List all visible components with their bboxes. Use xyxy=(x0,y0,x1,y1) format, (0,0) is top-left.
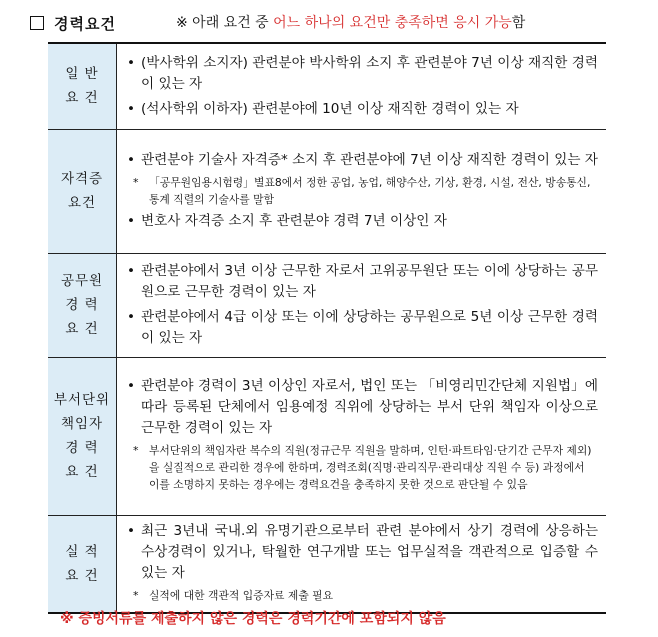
list-item: • 관련분야 경력이 3년 이상인 자로서, 법인 또는 「비영리민간단체 지원법」에 따라 등록된 단체에서 임용예정 직위에 상당하는 부서 단위 책임자 이상으로 근무한 경력이 있는 자 xyxy=(127,378,598,436)
row-content xyxy=(117,253,607,357)
asterisk-icon: * xyxy=(133,444,139,457)
list-item: • (석사학위 이하자) 관련분야에 10년 이상 재직한 경력이 있는 자 xyxy=(117,99,598,120)
list-item: • 변호사 자격증 소지 후 관련분야 경력 7년 이상인 자 xyxy=(117,211,598,232)
footnote: * 부서단위의 책임자란 복수의 직원(정규근무 직원을 말하며, 인턴·파트타임·단기간 근무자 제외)을 실질적으로 관리한 경우에 한하며, 경력조회(직명·관리직무·관리대상 직원 수 등) 과정에서 이를 소명하지 못하는 경우에는 경력요건을 충족하지 못한 것으로 판단될 수 있음 xyxy=(133,444,592,491)
table-row xyxy=(48,253,606,357)
row-label: 공무원 경 력 요 건 xyxy=(48,253,117,357)
bullet-icon: • xyxy=(127,309,136,325)
row-content xyxy=(117,357,607,515)
footnote: * 「공무원임용시험령」별표8에서 정한 공업, 농업, 해양수산, 기상, 환경, 시설, 전산, 방송통신, 통계 직렬의 기술사를 말함 xyxy=(133,176,591,206)
asterisk-icon: * xyxy=(133,176,139,189)
bullet-icon: • xyxy=(127,100,136,117)
asterisk-icon: * xyxy=(133,588,139,602)
row-content xyxy=(117,43,607,129)
requirements-table xyxy=(48,42,606,614)
bullet-icon: • xyxy=(127,54,136,71)
bullet-icon: • xyxy=(127,522,136,539)
bullet-icon: • xyxy=(127,213,136,229)
row-label: 일 반 요 건 xyxy=(48,43,117,129)
footnote: * 실적에 대한 객관적 입증자료 제출 필요 xyxy=(133,588,334,602)
list-item: • (박사학위 소지자) 관련분야 박사학위 소지 후 관련분야 7년 이상 재직한 경력이 있는 자 xyxy=(127,54,598,92)
table-row xyxy=(48,129,606,253)
row-label: 부서단위 책임자 경 력 요 건 xyxy=(48,357,117,515)
note-highlight: 어느 하나의 요건만 충족하면 응시 가능 xyxy=(273,15,512,31)
list-item: • 최근 3년내 국내.외 유명기관으로부터 관련 분야에서 상기 경력에 상응하는 수상경력이 있거나, 탁월한 연구개발 또는 업무실적을 객관적으로 입증할 수 있는 자 xyxy=(127,522,598,581)
footer-warning: ※ 증빙서류를 제출하지 않은 경력은 경력기간에 포함되지 않음 xyxy=(60,611,446,627)
row-content xyxy=(117,129,607,253)
bullet-icon: • xyxy=(127,263,136,279)
section-header xyxy=(30,8,116,38)
list-item: • 관련분야에서 3년 이상 근무한 자로서 고위공무원단 또는 이에 상당하는 공무원으로 근무한 경력이 있는 자 xyxy=(127,263,598,300)
list-item: • 관련분야 기술사 자격증* 소지 후 관련분야에 7년 이상 재직한 경력이 있는 자 xyxy=(117,150,598,171)
list-item: • 관련분야에서 4급 이상 또는 이에 상당하는 공무원으로 5년 이상 근무한 경력이 있는 자 xyxy=(127,309,598,346)
bullet-icon: • xyxy=(127,152,136,168)
row-label: 실 적 요 건 xyxy=(48,515,117,613)
section-title: 경력요건 xyxy=(54,14,116,33)
table-row xyxy=(48,515,606,613)
row-label: 자격증 요건 xyxy=(48,129,117,253)
section-note: ※ 아래 요건 중 어느 하나의 요건만 충족하면 응시 가능함 xyxy=(176,15,526,31)
table-row xyxy=(48,43,606,129)
checkbox-icon xyxy=(30,16,44,30)
bullet-icon: • xyxy=(127,378,136,394)
table-row xyxy=(48,357,606,515)
row-content xyxy=(117,515,607,613)
